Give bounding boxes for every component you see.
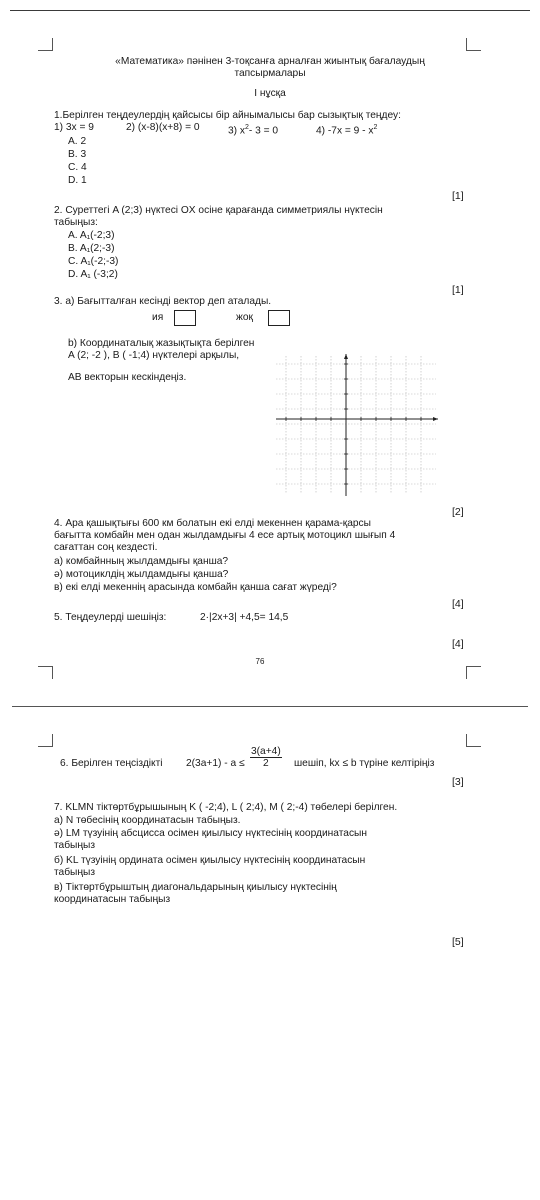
q3a-yes-checkbox[interactable] [174,310,196,326]
q6-text-suffix: шешіп, kx ≤ b түріне келтіріңіз [294,758,435,769]
q7-part-d-line1: в) Тіктөртбұрыштың диагональдарының қиылысу нүктесінің [54,882,337,893]
q1-answer-a: A. 2 [68,136,87,147]
variant-label: І нұсқа [254,88,286,99]
crop-mark-top-left-p2 [38,734,53,747]
q7-part-c-line1: б) KL түзуінің ордината осімен қиылысу нүктесінің координатасын [54,855,366,866]
q7-mark: [5] [452,936,464,948]
q2-answer-c: C. A₁(-2;-3) [68,256,119,267]
doc-title-line2: тапсырмалары [234,68,306,79]
q3b-text-line3: AB векторын кескіндеңіз. [68,372,187,383]
q7-part-b-line2: табыңыз [54,840,95,851]
q3-mark: [2] [452,506,464,518]
crop-mark-top-right-p2 [466,734,481,747]
crop-mark-top-left [38,38,53,51]
doc-title-line1: «Математика» пәнінен 3-тоқсанға арналған жиынтық бағалаудың [115,56,425,67]
q2-answer-b: B. A₁(2;-3) [68,243,115,254]
q6-fraction-denominator: 2 [263,758,269,769]
q2-text-line2: табыңыз: [54,217,98,228]
coordinate-grid [272,352,442,500]
crop-mark-top-right [466,38,481,51]
q3b-text-line1: b) Координаталық жазықтықта берілген [68,338,255,349]
q7-part-d-line2: координатасын табыңыз [54,894,171,905]
q1-answer-b: B. 3 [68,149,87,160]
q6-fraction-numerator: 3(a+4) [251,746,281,757]
q4-mark: [4] [452,598,464,610]
q7-part-c-line2: табыңыз [54,867,95,878]
q1-option-2: 2) (x-8)(x+8) = 0 [126,122,200,133]
q7-part-a: а) N төбесінің координатасын табыңыз. [54,815,241,826]
q4-part-c: в) екі елді мекеннің арасында комбайн қанша сағат жүреді? [54,582,337,593]
q6-fraction [250,746,282,769]
q2-answer-a: A. A₁(-2;3) [68,230,115,241]
page-number: 76 [255,657,265,666]
q4-part-b: ә) мотоциклдің жылдамдығы қанша? [54,569,229,580]
top-page-edge [10,10,530,11]
q6-mark: [3] [452,776,464,788]
q7-text: 7. KLMN тіктөртбұрышының K ( -2;4), L ( 2;4), M ( 2;-4) төбелері берілген. [54,802,398,813]
y-axis-arrow [344,354,348,359]
q3a-no-checkbox[interactable] [268,310,290,326]
q5-equation: 2·|2x+3| +4,5= 14,5 [200,612,289,623]
q3a-yes-label: ия [152,312,164,323]
q6-text: 6. Берілген теңсіздікті [60,758,163,769]
q4-text-line1: 4. Ара қашықтығы 600 км болатын екі елді мекеннен қарама-қарсы [54,518,371,529]
q1-option-3: 3) $x^2-$ 3 = 0 [228,124,279,137]
x-axis-arrow [433,417,438,421]
q6-expression: 2(3a+1) - a ≤ [186,758,245,769]
q4-text-line3: сағаттан соң кездесті. [54,542,158,553]
q1-option-4: 4) $-7x = 9 - x^2$ [316,124,378,137]
q3b-text-line2: A (2; -2 ), B ( -1;4) нүктелері арқылы, [68,350,240,361]
q2-answer-d: D. A₁ (-3;2) [68,269,118,280]
q2-mark: [1] [452,284,464,296]
grid-lines [276,356,436,494]
q3a-no-label: жоқ [236,312,253,323]
q1-option-1: 1) 3x = 9 [54,122,94,133]
q3a-text: 3. a) Бағытталған кесінді вектор деп аталады. [54,296,272,307]
q1-text: 1.Берілген теңдеулердің қайсысы бір айнымалысы бар сызықтық теңдеу: [54,110,401,121]
page-separator-line [12,706,528,707]
q4-text-line2: бағытта комбайн мен одан жылдамдығы 4 есе артық мотоцикл шығып 4 [54,530,396,541]
q7-part-b-line1: ә) LM түзуінің абсциссa осімен қиылысу нүктесінің координатасын [54,828,367,839]
crop-mark-bottom-right [466,666,481,679]
q1-answer-d: D. 1 [68,175,87,186]
q2-text-line1: 2. Суреттегі A (2;3) нүктесі OX осіне қарағанда симметриялы нүктесін [54,205,383,216]
q1-mark: [1] [452,190,464,202]
crop-mark-bottom-left [38,666,53,679]
q1-answer-c: C. 4 [68,162,87,173]
q4-part-a: а) комбайнның жылдамдығы қанша? [54,556,229,567]
q5-mark: [4] [452,638,464,650]
q5-text: 5. Теңдеулерді шешіңіз: [54,612,167,623]
